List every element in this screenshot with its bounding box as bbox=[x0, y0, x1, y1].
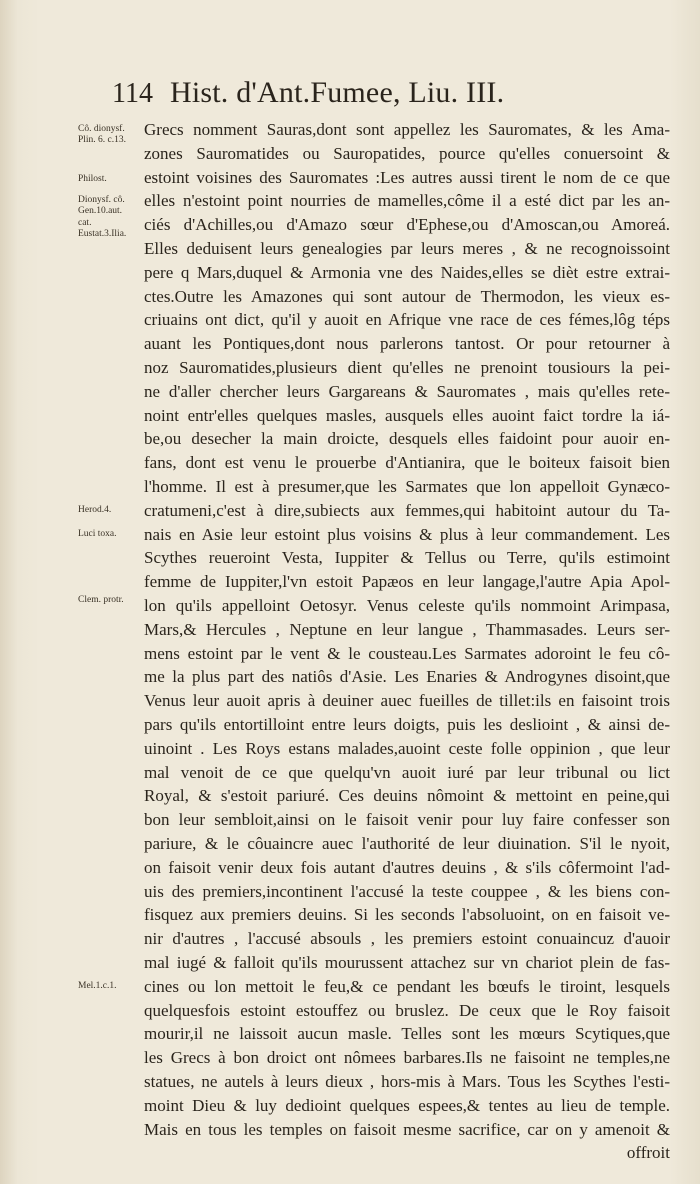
text-line: pariure, & le côuaincre auec l'authorité de leur diuination. S'il le nyoit, bbox=[144, 834, 670, 853]
text-line: mal iugé & falloit qu'ils mourussent attachez sur vn chariot plein de fas- bbox=[144, 953, 670, 972]
margin-note: Herod.4. bbox=[78, 504, 112, 515]
text-line: cines ou lon mettoit le feu,& ce pendant les bœufs le tiroint, lesquels bbox=[144, 976, 670, 996]
text-line: uinoint . Les Roys estans malades,auoint ceste folle oppinion , que leur bbox=[144, 738, 670, 758]
text-line: Elles deduisent leurs genealogies par leurs meres , & ne recognoissoint bbox=[144, 239, 670, 258]
text-line: noz Sauromatides,plusieurs dient qu'elles ne prenoint tousiours la pei- bbox=[144, 358, 670, 377]
text-line: mal venoit de ce que quelqu'vn auoit iuré par leur tribunal ou lict bbox=[144, 762, 670, 782]
text-line: mens estoint par le vent & le cousteau.Les Sarmates adoroint le feu cô- bbox=[144, 643, 670, 663]
margin-note: Plin. 6. c.13. bbox=[78, 134, 127, 145]
text-line: Scythes reueroint Vesta, Iuppiter & Tellus ou Terre, qu'ils estimoint bbox=[144, 548, 670, 568]
text-line: mourir,il ne laissoit aucun masle. Telles sont les mœurs Scytiques,que bbox=[144, 1024, 670, 1044]
text-line: auant les Pontiques,dont nous parlerons tantost. Or pour retourner à bbox=[144, 334, 670, 354]
text-line: criuains ont dict, qu'il y auoit en Afrique vne race de ces fémes,lôg téps bbox=[144, 310, 670, 330]
text-line: femme de Iuppiter,l'vn estoit Papæos en leur langage,l'autre Apia Apol- bbox=[144, 572, 670, 592]
text-line: Venus leur auoit apris à deuiner auec fueilles de tillet:ils en faisoint trois bbox=[144, 691, 670, 711]
text-line: nais en Asie leur estoint plus voisins & plus à leur commandement. Les bbox=[144, 524, 670, 544]
text-line: pere q Mars,duquel & Armonia vne des Naides,elles se dièt estre extrai- bbox=[144, 262, 670, 282]
text-line: be,ou desecher la main droicte, desquels elles faidoint pour auoir en- bbox=[144, 429, 670, 449]
text-line: statues, ne autels à leurs dieux , hors-mis à Mars. Tous les Scythes l'esti- bbox=[144, 1072, 670, 1091]
margin-note: cat. bbox=[78, 218, 92, 228]
page-header bbox=[112, 76, 582, 116]
text-line: ne d'aller chercher leurs Gargareans & Sauromates , mais qu'elles rete- bbox=[144, 381, 670, 401]
text-line: noint entr'elles quelques masles, ausquels elles auoint faict tordre la iá- bbox=[144, 405, 670, 425]
text-line: fisquez aux premiers deuins. Si les seconds l'absoluoint, on en faisoit ve- bbox=[144, 905, 670, 925]
margin-note: Philost. bbox=[78, 173, 107, 184]
margin-note: Gen.10.aut. bbox=[78, 206, 123, 217]
text-line: moint Dieu & luy dedioint quelques espees,& tentes au lieu de temple. bbox=[144, 1095, 670, 1115]
text-line: l'homme. Il est à presumer,que les Sarmates que lon appelloit Gynæco- bbox=[144, 477, 670, 496]
text-line: estoint voisines des Sauromates :Les autres aussi tirent le nom de ce que bbox=[144, 167, 670, 187]
margin-note: Luci toxa. bbox=[78, 528, 117, 539]
text-line: bon leur sembloit,ainsi on le faisoit venir pour luy faire confesser son bbox=[144, 810, 670, 830]
text-line: pars qu'ils entortilloint entre leurs doigts, puis les deslioint , & ainsi de- bbox=[144, 715, 670, 734]
text-line: Grecs nomment Sauras,dont sont appellez les Sauromates, & les Ama- bbox=[144, 120, 670, 139]
text-line: Mais en tous les temples on faisoit mesme sacrifice, car on y amenoit & bbox=[144, 1119, 670, 1139]
margin-note: Eustat.3.Ilia. bbox=[78, 228, 127, 239]
text-line: offroit bbox=[626, 1143, 670, 1163]
text-line: zones Sauromatides ou Sauropatides, pource qu'elles conuersoint & bbox=[144, 143, 670, 163]
text-line: on faisoit venir deux fois autant d'autres deuins , & s'ils côfermoint l'ad- bbox=[144, 857, 670, 877]
text-line: Mars,& Hercules , Neptune en leur langue , Thammasades. Leurs ser- bbox=[144, 619, 670, 639]
text-line: les Grecs à bon droict ont nômees barbares.Ils ne faisoint ne temples,ne bbox=[144, 1048, 670, 1068]
text-line: ctes.Outre les Amazones qui sont autour de Thermodon, les vieux es- bbox=[144, 286, 670, 306]
margin-note: Dionysf. cô. bbox=[78, 195, 125, 206]
text-line: uis des premiers,incontinent l'accusé la teste couppee , & les biens con- bbox=[144, 881, 670, 901]
margin-note: Clem. protr. bbox=[78, 595, 124, 606]
text-line: quelquesfois estoint estouffez ou bruslez. De ceux que le Roy faisoit bbox=[144, 1000, 670, 1020]
margin-note: Mel.1.c.1. bbox=[78, 980, 117, 991]
text-line: ciés d'Achilles,ou d'Amazo sœur d'Ephese,ou d'Amoscan,ou Amoreá. bbox=[144, 215, 670, 235]
running-title: Hist. d'Ant.Fumee, Liu. III. bbox=[170, 76, 505, 109]
text-line: lon qu'ils appelloint Oetosyr. Venus celeste qu'ils nommoint Arimpasa, bbox=[144, 596, 670, 615]
page-number: 114 bbox=[112, 78, 153, 109]
text-line: Royal, & s'estoit pariuré. Ces deuins nômoint & mettoint en peine,qui bbox=[144, 786, 670, 806]
text-line: elles n'estoint point nourries de mamelles,côme il a esté dict par les an- bbox=[144, 191, 670, 211]
text-line: cratumeni,c'est à dire,subiects aux femmes,qui habitoint autour du Ta- bbox=[144, 500, 670, 520]
text-line: fans, dont est venu le prouerbe d'Antianira, que le boiteux faisoit bien bbox=[144, 453, 670, 473]
text-line: nir d'autres , l'accusé absouls , les premiers estoint conuaincuz d'auoir bbox=[144, 929, 670, 949]
text-line: me la plus part des natiôs d'Asie. Les Enaries & Androgynes disoint,que bbox=[144, 667, 670, 687]
margin-note: Cô. dionysf. bbox=[78, 124, 125, 134]
